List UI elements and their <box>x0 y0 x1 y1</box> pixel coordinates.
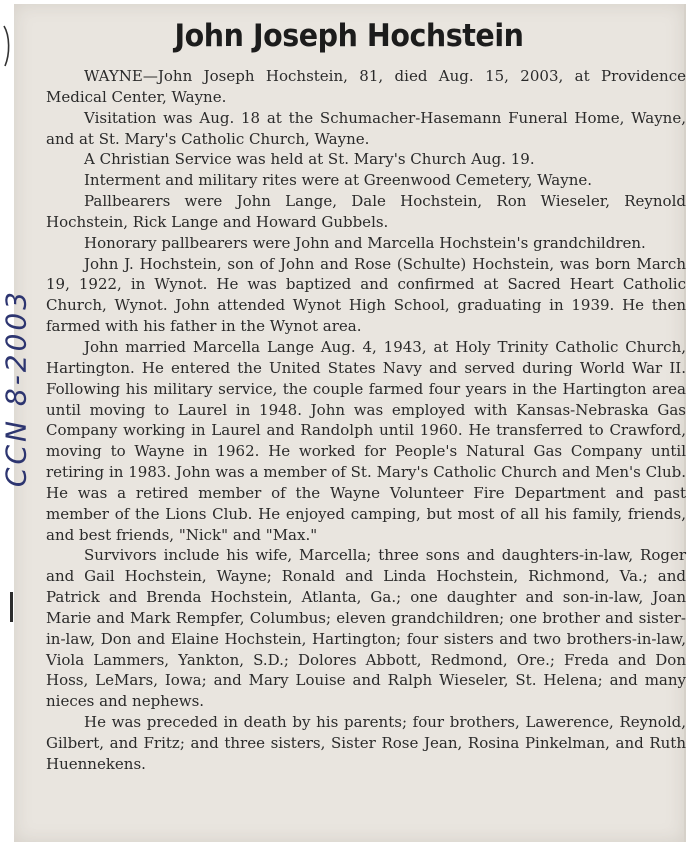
paragraph-pallbearers: Pallbearers were John Lange, Dale Hochstein, Ron Wieseler, Reynold Hochstein, Rick Lange and Howard Gubbels. <box>46 192 686 231</box>
paragraph-survivors: Survivors include his wife, Marcella; three sons and daughters-in-law, Roger and Gail Hochstein, Wayne; Ronald and Linda Hochstein, Richmond, Va.; and Patrick and Brenda Hochstein, Atlanta, Ga.; one daughter and son-in-law, Joan Marie and Mark Rempfer, Columbus; eleven grandchildren; one brother and sister-in-law, Don and Elaine Hochstein, Hartington; four sisters and two brothers-in-law, Viola Lammers, Yankton, S.D.; Dolores Abbott, Redmond, Ore.; Freda and Don Hoss, LeMars, Iowa; and Mary Louise and Ralph Wieseler, St. Helena; and many nieces and nephews. <box>46 546 686 711</box>
paragraph-visitation: Visitation was Aug. 18 at the Schumacher-Hasemann Funeral Home, Wayne, and at St. Mary's Catholic Church, Wayne. <box>46 108 686 148</box>
paragraph-preceded-in-death: He was preceded in death by his parents; four brothers, Lawerence, Reynold, Gilbert, and Fritz; and three sisters, Sister Rose Jean, Rosina Pinkelman, and Ruth Huennekens. <box>46 713 686 773</box>
pen-stroke-mark <box>2 24 12 68</box>
pen-tick-mark <box>10 592 13 622</box>
obituary-body <box>46 66 686 775</box>
paragraph-service: A Christian Service was held at St. Mary's Church Aug. 19. <box>84 150 535 169</box>
handwritten-note-text: CCN 8-2003 <box>0 288 33 488</box>
handwritten-date-note <box>0 258 34 518</box>
paragraph-marriage-career: John married Marcella Lange Aug. 4, 1943, at Holy Trinity Catholic Church, Hartington. He entered the United States Navy and served during World War II. Following his military service, the couple farmed four years in the Hartington area until moving to Laurel in 1948. John was employed with Kansas-Nebraska Gas Company working in Laurel and Randolph until 1960. He transferred to Crawford, moving to Wayne in 1962. He worked for People's Natural Gas Company until retiring in 1983. John was a member of St. Mary's Catholic Church and Men's Club. He was a retired member of the Wayne Volunteer Fire Department and past member of the Lions Club. He enjoyed camping, but most of all his family, friends, and best friends, "Nick" and "Max." <box>46 337 686 544</box>
paragraph-early-life: John J. Hochstein, son of John and Rose (Schulte) Hochstein, was born March 19, 1922, in Wynot. He was baptized and confirmed at Sacred Heart Catholic Church, Wynot. John attended Wynot High School, graduating in 1939. He then farmed with his father in the Wynot area. <box>46 254 686 336</box>
paragraph-interment: Interment and military rites were at Greenwood Cemetery, Wayne. <box>84 171 593 190</box>
paragraph-death-notice: WAYNE—John Joseph Hochstein, 81, died Aug. 15, 2003, at Providence Medical Center, Wayne. <box>46 67 686 106</box>
obituary-headline: John Joseph Hochstein <box>174 18 524 54</box>
newspaper-clipping <box>14 4 686 842</box>
paragraph-honorary-pallbearers: Honorary pallbearers were John and Marcella Hochstein's grandchildren. <box>84 233 646 252</box>
